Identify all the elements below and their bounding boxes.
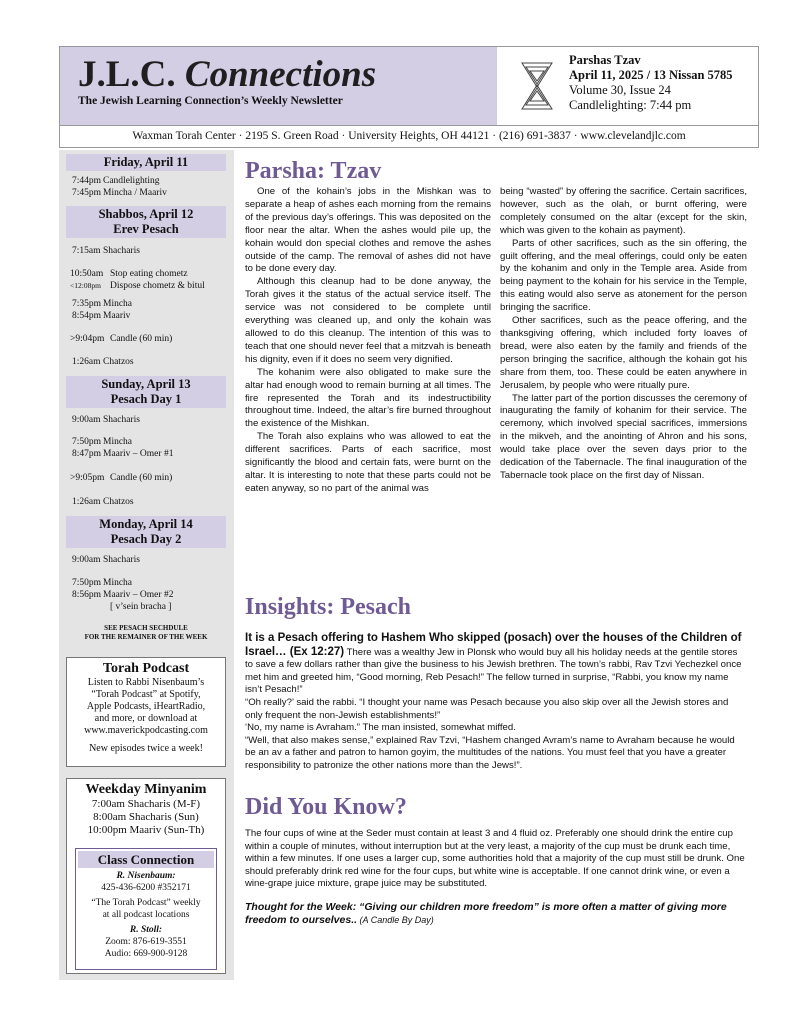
insights-body: It is a Pesach offering to Hashem Who skipped (posach) over the houses of the Children of Israel… (Ex 12:27) There was a wealthy Jew in Plonsk who would buy all his holiday needs at the gentile stores to save a few dollars rather than give the business to his Jewish brethren. The town’s rabbi, Rav Tzvi Yechezkel once met him and greeted him, “Good morning, Reb Pesach!” The fellow turned in surprise, “Rabbi, you know my name isn’t Pesach!” “Oh really?’ said the rabbi. “I thought your name was Pesach because you also skip over all the Jewish stores and only frequent the non-Jewish establishments!” ‘No, my name is Avraham.” The man insisted, somewhat miffed. “Well, that also makes sense,” explained Rav Tzvi, “Hashem changed Avram’s name to Avraham because he would be an av a father and patron to hamon goyim, the multitudes of the nations. You must feel that you have a greater responsibility to patronize the other nations more than the Jews!”.: [245, 632, 742, 771]
issue-date: April 11, 2025 / 13 Nissan 5785: [569, 68, 733, 82]
schedule-row: [ v’sein bracha ]: [110, 602, 172, 612]
day-header-friday: Friday, April 11: [66, 154, 226, 171]
schedule-row: 7:45pm Mincha / Maariv: [72, 188, 167, 198]
schedule-row: 8:56pm Maariv – Omer #2: [72, 590, 174, 600]
schedule-note: SEE PESACH SECHDULE FOR THE REMAINER OF THE WEEK: [84, 624, 208, 641]
podcast-link[interactable]: www.maverickpodcasting.com: [84, 725, 208, 736]
issue-volume: Volume 30, Issue 24: [569, 83, 671, 97]
did-you-know-body: The four cups of wine at the Seder must contain at least 3 and 4 fluid oz. Preferably one should drink the entire cup within a couple of minutes, without interruption but at the very least, a majority of the cup must be drunk each time, within a few minutes. If one uses a larger cup, some authorities hold that a majority of the cup must still be drunk. One should preferably drink red wine for the four cups, but white wine is acceptable. If one cannot drink wine, or even a wine-grape juice mixture, grape juice may be substituted. Thought for the Week: “Giving our children more freedom” is more often a matter of giving more freedom to ourselves.. (A Candle By Day): [245, 828, 747, 926]
schedule-row: 9:00am Shacharis: [72, 415, 140, 425]
did-you-know-heading: Did You Know?: [245, 794, 407, 820]
masthead: [59, 46, 759, 126]
schedule-row: 7:44pm Candlelighting: [72, 176, 160, 186]
issue-info: [569, 53, 733, 113]
schedule-row: >9:05pm Candle (60 min): [70, 473, 173, 483]
schedule-row: 7:50pm Mincha: [72, 578, 133, 588]
schedule-row: <12:08pm Dispose chometz & bitul: [70, 281, 205, 291]
address-bar: Waxman Torah Center · 2195 S. Green Road · University Heights, OH 44121 · (216) 691-3837 · www.clevelandjlc.com: [59, 126, 759, 148]
minyanim-box: Weekday Minyanim 7:00am Shacharis (M-F) 8:00am Shacharis (Sun) 10:00pm Maariv (Sun-Th) Class Connection R. Nisenbaum: 425-436-6200 #352171 “The Torah Podcast” weekly at all podcast locations R. Stoll: Zoom: 876-619-3551 Audio: 669-900-9128: [66, 778, 226, 974]
class-connection-box: Class Connection R. Nisenbaum: 425-436-6200 #352171 “The Torah Podcast” weekly at all podcast locations R. Stoll: Zoom: 876-619-3551 Audio: 669-900-9128: [75, 848, 217, 970]
schedule-row: 1:26am Chatzos: [72, 497, 134, 507]
schedule-row: 7:35pm Mincha: [72, 299, 133, 309]
schedule-row: 8:54pm Maariv: [72, 311, 131, 321]
day-header-sunday: Sunday, April 13 Pesach Day 1: [66, 376, 226, 408]
schedule-row: 9:00am Shacharis: [72, 555, 140, 565]
schedule-row: 7:50pm Mincha: [72, 437, 133, 447]
star-of-david-icon: [519, 59, 555, 113]
insights-heading: Insights: Pesach: [245, 594, 412, 620]
parsha-heading: Parsha: Tzav: [245, 158, 382, 184]
schedule-row: >9:04pm Candle (60 min): [70, 334, 173, 344]
schedule-row: 10:50am Stop eating chometz: [70, 269, 188, 279]
day-header-shabbos: Shabbos, April 12 Erev Pesach: [66, 206, 226, 238]
day-header-monday: Monday, April 14 Pesach Day 2: [66, 516, 226, 548]
masthead-banner: [60, 47, 497, 125]
newsletter-title: J.L.C. Connections: [78, 54, 377, 95]
schedule-row: 7:15am Shacharis: [72, 246, 140, 256]
parsha-name: Parshas Tzav: [569, 53, 641, 67]
podcast-box: Torah Podcast Listen to Rabbi Nisenbaum’s “Torah Podcast” at Spotify, Apple Podcasts, iHeartRadio, and more, or download at www.maverickpodcasting.com New episodes twice a week!: [66, 657, 226, 767]
schedule-row: 1:26am Chatzos: [72, 357, 134, 367]
candlelighting-time: Candlelighting: 7:44 pm: [569, 98, 692, 112]
thought-for-week: Thought for the Week: “Giving our children more freedom” is more often a matter of giving more freedom to ourselves.. (A Candle By Day): [245, 900, 727, 926]
parsha-column-1: One of the kohain’s jobs in the Mishkan was to separate a heap of ashes each morning from the remains of the previous day’s offerings. This was deposited on the floor near the altar. When the ashes would pile up, the kohain would don special clothes and remove the ashes outside of the camp. The removal of ashes did not have to be done every day. Although this cleanup had to be done anyway, the Torah gives it the status of the actual service itself. The service was not considered to be complete until everything was cleaned up, and only the kohain was allowed to do this cleanup. The intention of this was to teach that one should never feel that a mitzvah is beneath his dignity, even if it does no seem very dignified. The kohanim were also obligated to make sure the altar had enough wood to remain burning at all times. The fire represented the Torah and its indestructibility throughout time. Indeed, the altar’s fire burned throughout the existence of the Mishkan. The Torah also explains who was allowed to eat the different sacrifices. Parts of each sacrifice, most significantly the blood and certain fats, were burnt on the altar. It is interesting to note that these parts could not be eaten anyway, so no part of the animal was: [245, 186, 491, 494]
newsletter-subtitle: The Jewish Learning Connection’s Weekly Newsletter: [78, 95, 343, 107]
schedule-row: 8:47pm Maariv – Omer #1: [72, 449, 174, 459]
minyanim-title: Weekday Minyanim: [85, 782, 207, 797]
parsha-column-2: being “wasted” by offering the sacrifice. Certain sacrifices, however, such as the olah, or burnt offering, were completely consumed on the altar (except for the skin, which was given to the kohain as payment). Parts of other sacrifices, such as the sin offering, the guilt offering, and the meal offerings, could only be eaten by the kohanim and only in the Temple area. Aside from being payment to the kohain for his service in the Temple, this eating would also serve as atonement for the person bringing the sacrifice. Other sacrifices, such as the peace offering, and the thanksgiving offering, which included forty loaves of bread, were also eaten by the family and friends of the person bringing the sacrifice, although the kohain got his share from them, too. These could be eaten anywhere in Jerusalem, by people who were ritually pure. The latter part of the portion discusses the ceremony of inaugurating the family of kohanim for their service. The ceremony, which involved special sacrifices, immersions in the mikveh, and the anointing of Ahron and his sons, would take place over the seven days prior to the dedication of the Tabernacle. The final inauguration of the Tabernacle took place on the first day of Nissan.: [500, 186, 747, 481]
podcast-title: Torah Podcast: [102, 661, 190, 676]
